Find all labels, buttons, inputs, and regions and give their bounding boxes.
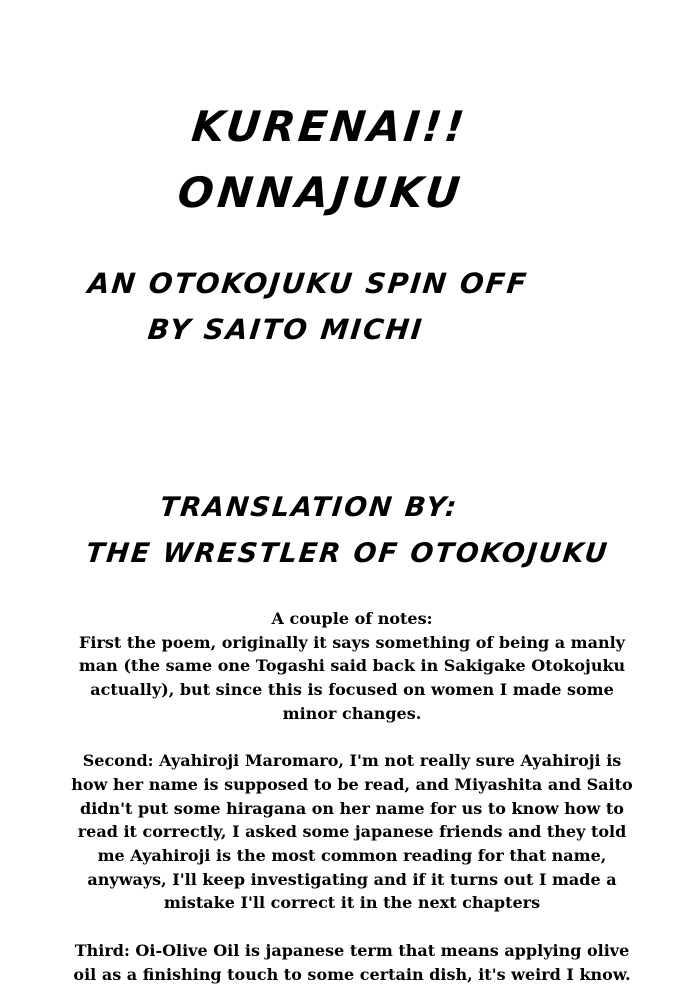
note-second: Second: Ayahiroji Maromaro, I'm not really sure Ayahiroji is how her name is supposed to be read, and Miyashita and Saito didn't put some hiragana on her name for us to know how to read it correctly, I asked some japanese friends and they told me Ayahiroji is the most common reading for that name, anyways, I'll keep investigating and if it turns out I made a mistake I'll correct it in the next chapters [71, 751, 633, 913]
paragraph-gap [66, 915, 638, 939]
subtitle-author: BY SAITO MICHI [146, 313, 426, 346]
note-first: First the poem, originally it says something of being a manly man (the same one Togashi said back in Sakigake Otokojuku actually), but since this is focused on women I made some minor changes. [78, 632, 626, 723]
translation-credit-label: TRANSLATION BY: [158, 492, 460, 523]
notes-heading: A couple of notes: [271, 609, 433, 628]
note-third: Third: Oi-Olive Oil is japanese term that means applying olive oil as a finishing touch to some certain dish, it's weird I know. [73, 940, 631, 984]
page-title-line-1: KURENAI!! [189, 102, 470, 151]
translator-notes [66, 607, 638, 986]
subtitle-spin-off: AN OTOKOJUKU SPIN OFF [86, 267, 530, 300]
page-title-line-2: ONNAJUKU [175, 168, 467, 217]
paragraph-gap [66, 726, 638, 750]
translation-credit-name: THE WRESTLER OF OTOKOJUKU [84, 538, 611, 569]
